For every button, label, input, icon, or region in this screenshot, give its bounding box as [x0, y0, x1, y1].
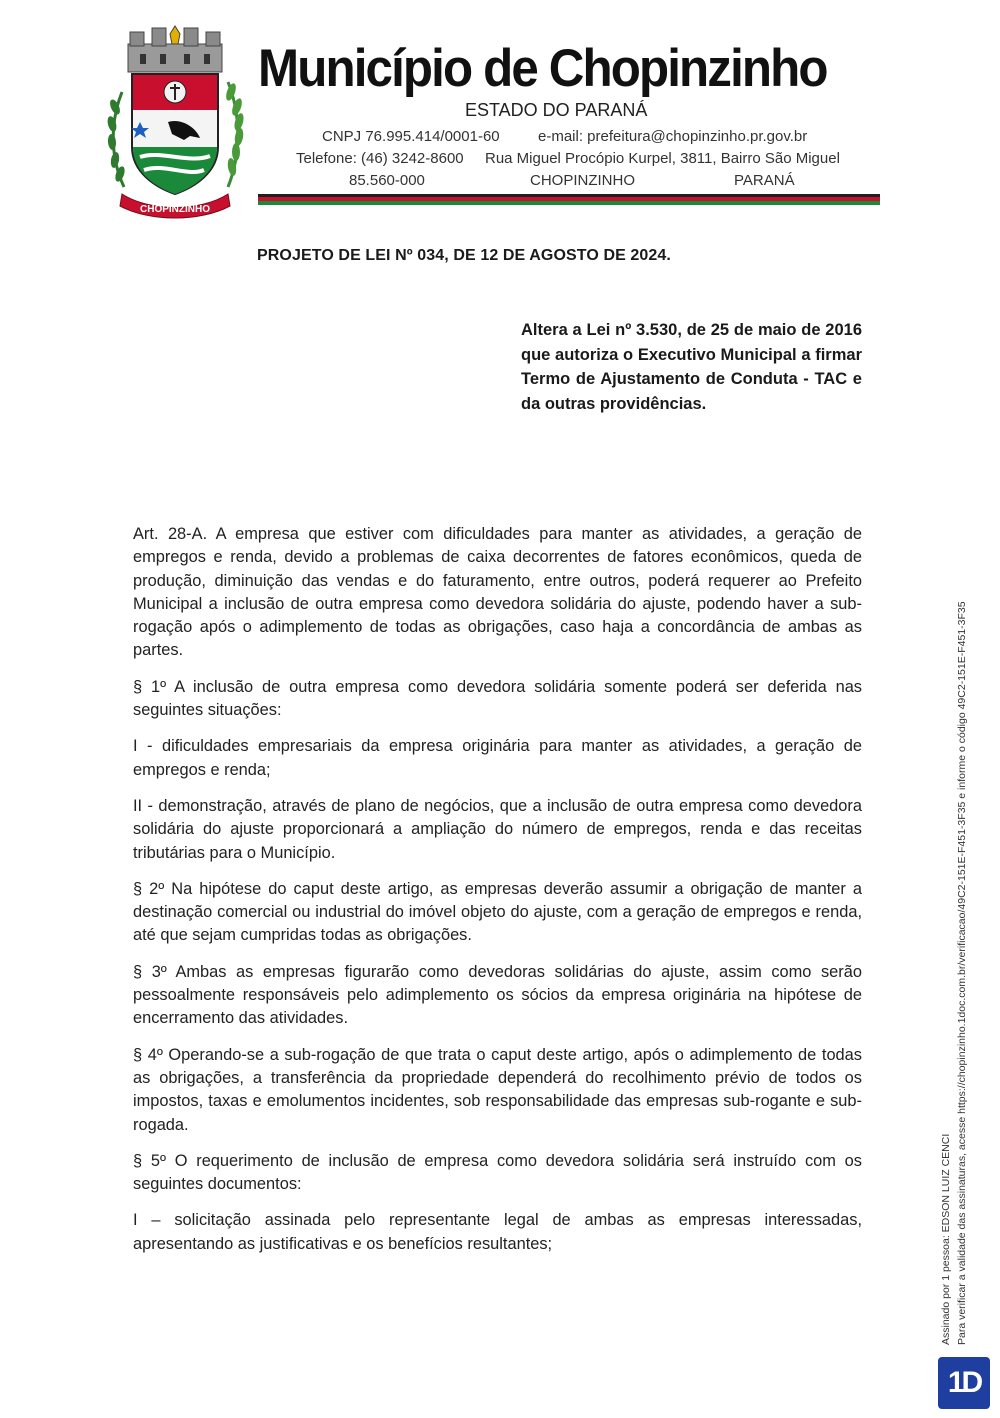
signature-verify-line[interactable]: Para verificar a validade das assinaturas, acesse https://chopinzinho.1doc.com.br/verificacao/49C2-151E-F451-3F35 e informe o código 49C2-151E-F451-3F35 — [956, 601, 968, 1345]
paragraph-4: § 4º Operando-se a sub-rogação de que trata o caput deste artigo, após o adimplemento de todas as obrigações, a transferência da propriedade dependerá do recolhimento prévio de todos os impostos, taxas e emolumentos incidentes, sob responsabilidade das empresas sub-rogante e sub-rogada. — [133, 1045, 862, 1134]
signature-verification-text — [938, 430, 970, 1345]
1doc-logo — [938, 1357, 990, 1409]
item-2: II - demonstração, através de plano de negócios, que a inclusão de outra empresa como devedora solidária do ajuste proporcionará a ampliação do número de empregos, renda e das receitas tributárias para o Município. — [133, 796, 862, 862]
email-text: e-mail: prefeitura@chopinzinho.pr.gov.br — [538, 128, 808, 145]
item-1-documents: I – solicitação assinada pelo representante legal de ambas as empresas interessadas, apresentando as justificativas e os benefícios resultantes; — [133, 1211, 862, 1253]
paragraph-3: § 3º Ambas as empresas figurarão como devedoras solidárias do ajuste, assim como serão pessoalmente responsáveis pelo adimplemento os sócios da empresa originária na hipótese de encerramento das atividades. — [133, 962, 862, 1028]
crest-ribbon-label: CHOPINZINHO — [140, 204, 210, 215]
law-title: PROJETO DE LEI Nº 034, DE 12 DE AGOSTO DE 2024. — [257, 247, 671, 264]
phone-text: Telefone: (46) 3242-8600 — [296, 150, 464, 167]
law-body — [133, 523, 862, 1269]
cep-text: 85.560-000 — [349, 172, 425, 189]
municipality-title: Município de Chopinzinho — [258, 39, 827, 98]
paragraph-1: § 1º A inclusão de outra empresa como devedora solidária somente poderá ser deferida nas seguintes situações: — [133, 677, 862, 720]
article-28a: Art. 28-A. A empresa que estiver com dificuldades para manter as atividades, a geração de empregos e renda, devido a problemas de caixa decorrentes de fatores econômicos, queda de produção, diminuição das vendas e do faturamento, entre outros, poderá requerer ao Prefeito Municipal a inclusão de outra empresa como devedora solidária do ajuste, podendo haver a sub-rogação após o adimplemento de todas as obrigações, caso haja a concordância de ambas as partes. — [133, 525, 862, 660]
item-1: I - dificuldades empresariais da empresa originária para manter as atividades, a geração de empregos e renda; — [133, 737, 862, 779]
paragraph-2: § 2º Na hipótese do caput deste artigo, as empresas deverão assumir a obrigação de manter a destinação comercial ou industrial do imóvel objeto do ajuste, com a geração de empregos e renda, até que sejam cumpridas todas as obrigações. — [133, 879, 862, 945]
address-text: Rua Miguel Procópio Kurpel, 3811, Bairro São Miguel — [485, 150, 840, 167]
cnpj-text: CNPJ 76.995.414/0001-60 — [322, 128, 500, 145]
municipal-crest-logo — [100, 22, 250, 222]
1doc-logo-text: 1D — [947, 1366, 981, 1399]
paragraph-5: § 5º O requerimento de inclusão de empresa como devedora solidária será instruído com os seguintes documentos: — [133, 1151, 862, 1194]
law-summary: Altera a Lei nº 3.530, de 25 de maio de 2016 que autoriza o Executivo Municipal a firmar Termo de Ajustamento de Conduta - TAC e da outras providências. — [521, 321, 862, 413]
city-text: CHOPINZINHO — [530, 172, 635, 189]
signature-signer-line: Assinado por 1 pessoa: EDSON LUIZ CENCI — [940, 1133, 952, 1345]
header-divider-green — [258, 201, 880, 205]
uf-text: PARANÁ — [734, 172, 795, 189]
state-name: ESTADO DO PARANÁ — [465, 100, 648, 120]
